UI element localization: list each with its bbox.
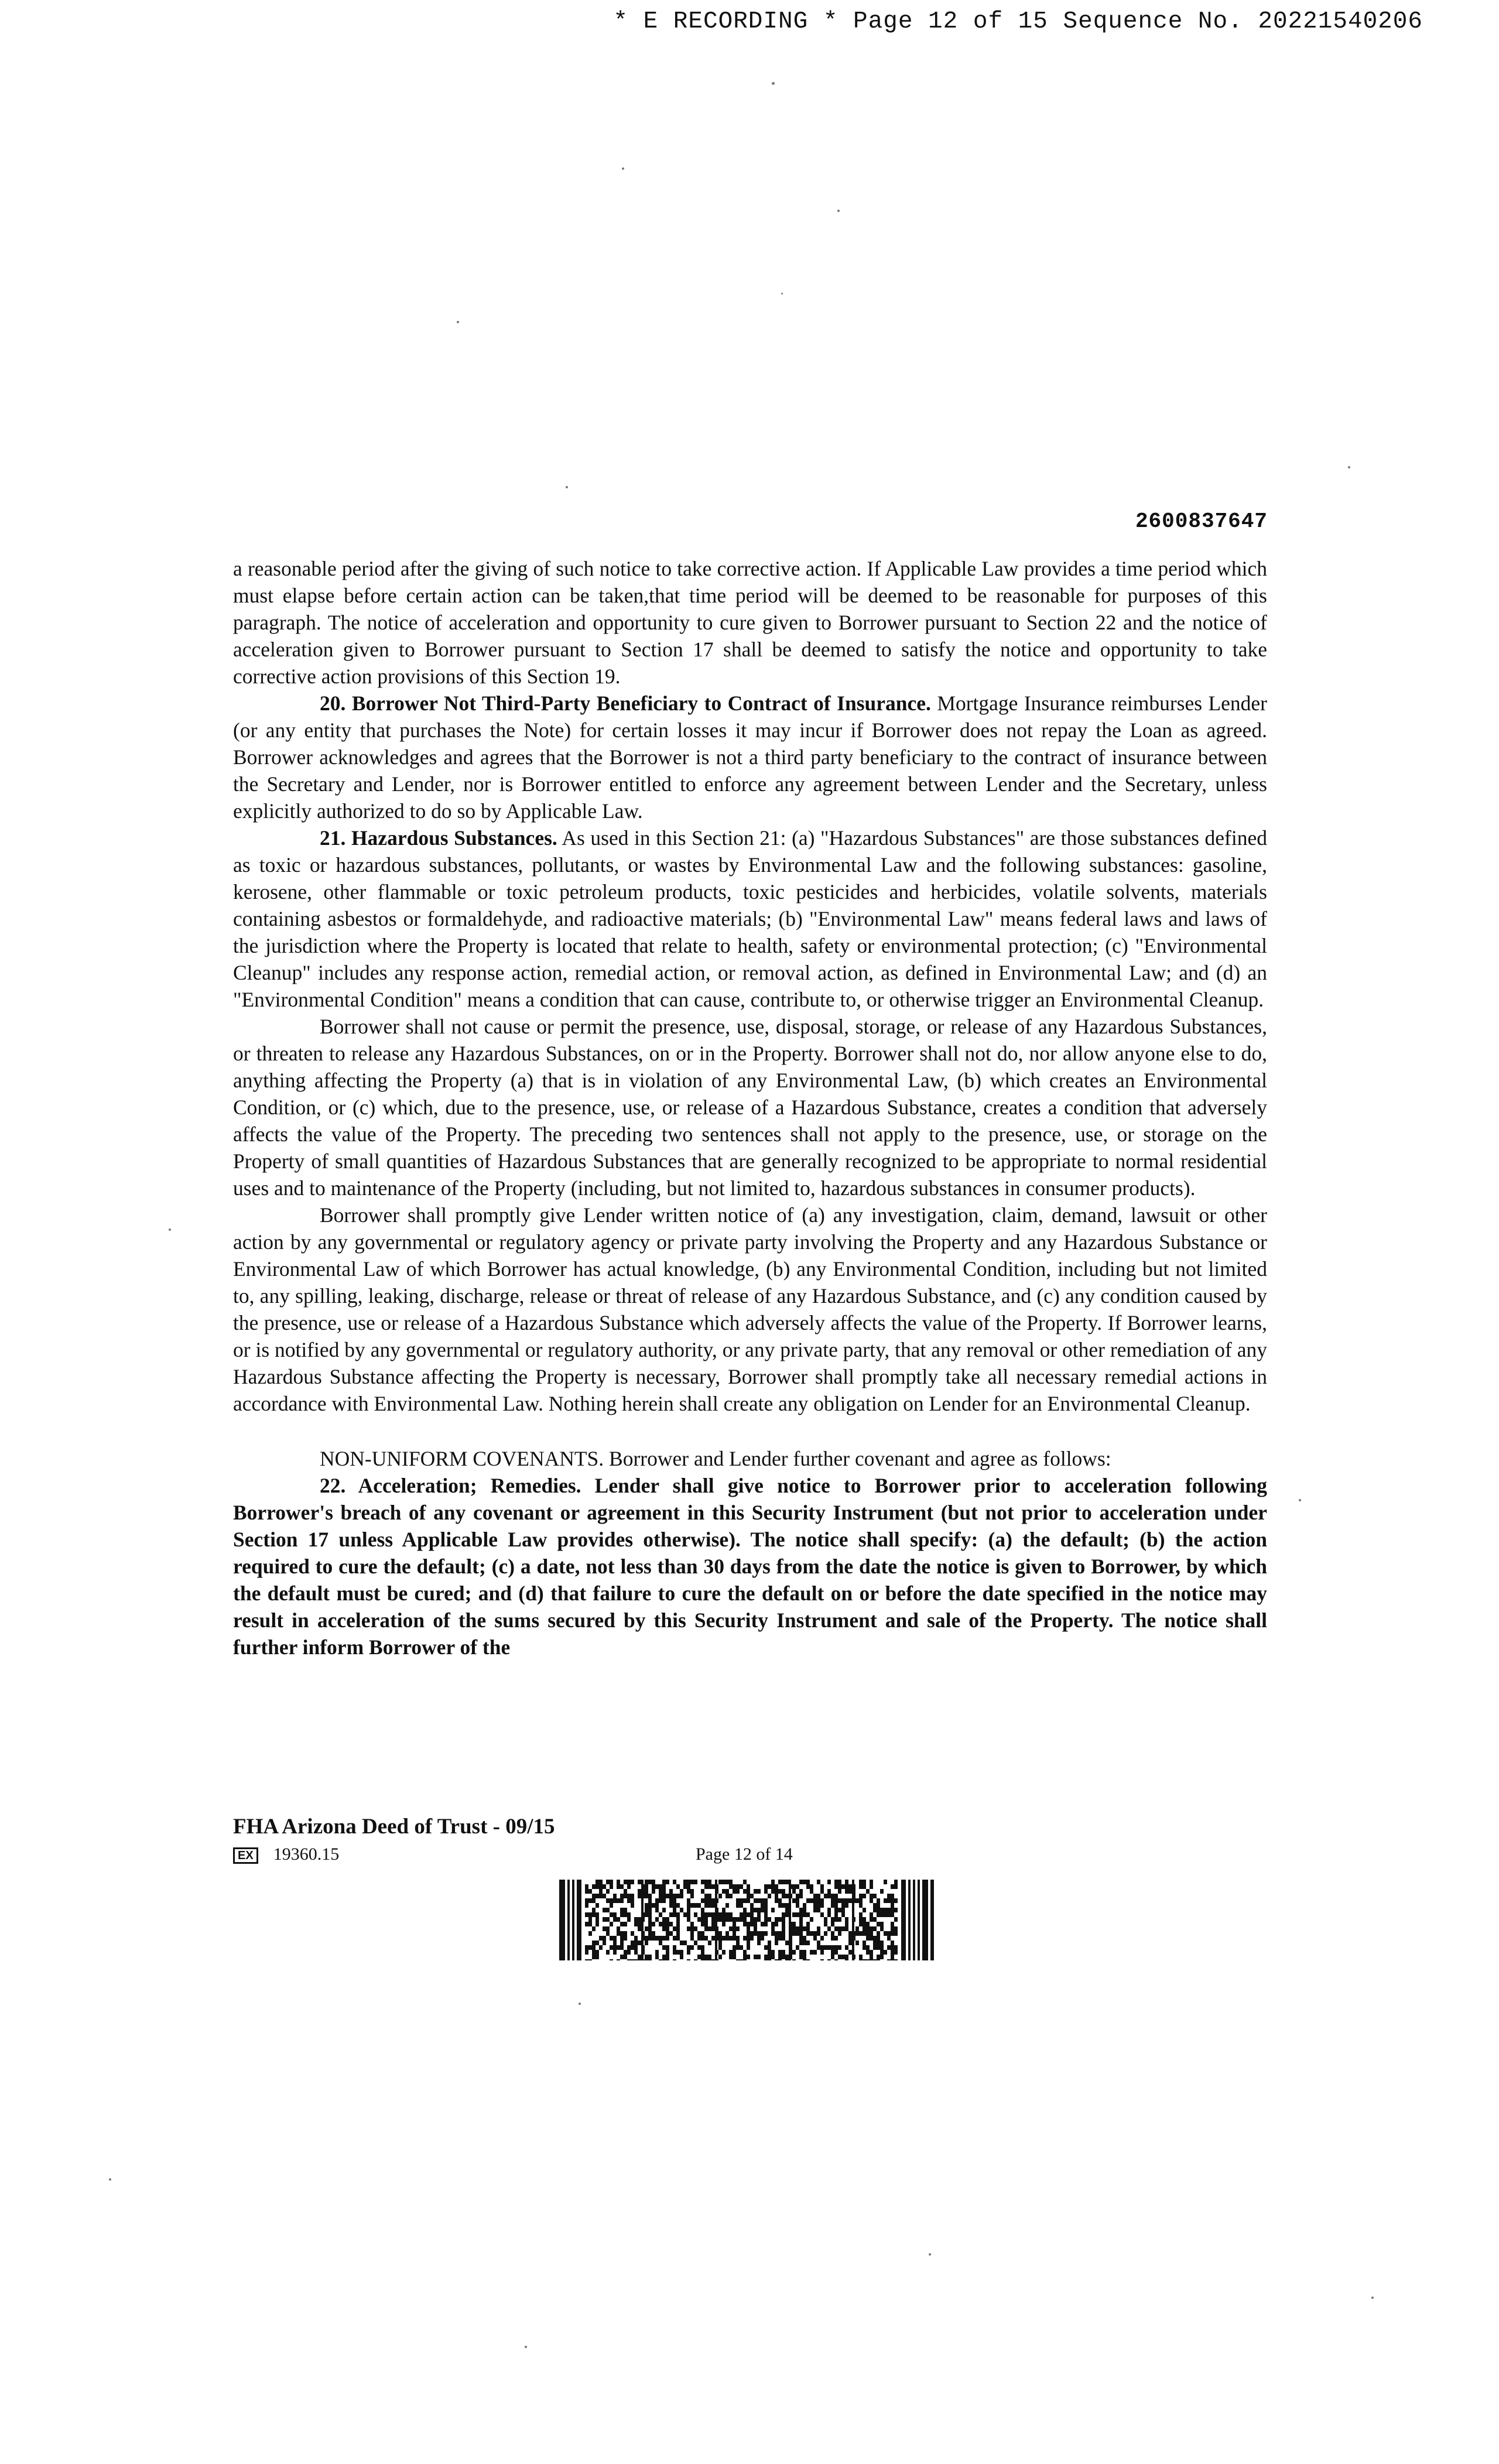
footer-title: FHA Arizona Deed of Trust - 09/15: [233, 1815, 555, 1839]
scan-speck: [169, 1228, 171, 1231]
scan-speck: [1348, 466, 1350, 468]
form-logo-icon: EX: [233, 1847, 258, 1864]
section-21-heading: 21. Hazardous Substances.: [320, 826, 557, 850]
scan-speck: [781, 293, 783, 295]
scan-speck: [525, 2346, 527, 2348]
section-21: [233, 824, 1267, 1013]
scan-speck: [772, 82, 775, 85]
scan-speck: [457, 321, 459, 323]
document-body: [233, 555, 1267, 1661]
scan-speck: [109, 2178, 111, 2181]
scan-speck: [1299, 1499, 1301, 1501]
recording-header: * E RECORDING * Page 12 of 15 Sequence No. 20221540206: [613, 8, 1423, 35]
scan-speck: [929, 2253, 931, 2256]
section-20-text: Mortgage Insurance reimburses Lender (or any entity that purchases the Note) for certain losses it may incur if Borrower does not repay the Loan as agreed. Borrower acknowledges and agrees that the Borrower is not a third party beneficiary to the contract of insurance between the Secretary and Lender, nor is Borrower entitled to enforce any agreement between Lender and the Secretary, unless explicitly authorized to do so by Applicable Law.: [233, 692, 1267, 823]
scan-speck: [837, 210, 840, 212]
paragraph-continued: a reasonable period after the giving of such notice to take corrective action. If Applicable Law provides a time period which must elapse before certain action can be taken,that time period will be deemed to be reasonable for purposes of this paragraph. The notice of acceleration and opportunity to cure given to Borrower pursuant to Section 22 and the notice of acceleration given to Borrower pursuant to Section 17 shall be deemed to satisfy the notice and opportunity to take corrective action provisions of this Section 19.: [233, 557, 1267, 688]
scan-speck: [1371, 2297, 1374, 2299]
section-21-text: As used in this Section 21: (a) "Hazardous Substances" are those substances defined as toxic or hazardous substances, pollutants, or wastes by Environmental Law and the following substances: gasoline, kerosene, other flammable or toxic petroleum products, toxic pesticides and herbicides, volatile solvents, materials containing asbestos or formaldehyde, and radioactive materials; (b) "Environmental Law" means federal laws and laws of the jurisdiction where the Property is located that relate to health, safety or environmental protection; (c) "Environmental Cleanup" includes any response action, remedial action, or removal action, as defined in Environmental Law; and (d) an "Environmental Condition" means a condition that can cause, contribute to, or otherwise trigger an Environmental Cleanup.: [233, 826, 1267, 1011]
barcode-icon: [559, 1880, 934, 1960]
scan-speck: [566, 486, 568, 488]
section-21-paragraph-2: Borrower shall not cause or permit the presence, use, disposal, storage, or release of any Hazardous Substances, or threaten to release any Hazardous Substances, on or in the Property. Borrower shall not do, nor allow anyone else to do, anything affecting the Property (a) that is in violation of any Environmental Law, (b) which creates an Environmental Condition, or (c) which, due to the presence, use, or release of a Hazardous Substance, creates a condition that adversely affects the value of the Property. The preceding two sentences shall not apply to the presence, use, or storage on the Property of small quantities of Hazardous Substances that are generally recognized to be appropriate to normal residential uses and to maintenance of the Property (including, but not limited to, hazardous substances in consumer products).: [233, 1015, 1267, 1200]
section-21-paragraph-3: Borrower shall promptly give Lender written notice of (a) any investigation, claim, demand, lawsuit or other action by any governmental or regulatory agency or private party involving the Property and any Hazardous Substance or Environmental Law of which Borrower has actual knowledge, (b) any Environmental Condition, including but not limited to, any spilling, leaking, discharge, release or threat of release of any Hazardous Substance, and (c) any condition caused by the presence, use or release of a Hazardous Substance which adversely affects the value of the Property. If Borrower learns, or is notified by any governmental or regulatory authority, or any private party, that any removal or other remediation of any Hazardous Substance affecting the Property is necessary, Borrower shall promptly take all necessary remedial actions in accordance with Environmental Law. Nothing herein shall create any obligation on Lender for an Environmental Cleanup.: [233, 1203, 1267, 1415]
scan-speck: [622, 167, 624, 170]
footer-page-number: Page 12 of 14: [696, 1844, 793, 1864]
scan-speck: [579, 2003, 581, 2005]
section-20-heading: 20. Borrower Not Third-Party Beneficiary to Contract of Insurance.: [320, 692, 931, 715]
section-22: 22. Acceleration; Remedies. Lender shall give notice to Borrower prior to acceleration following Borrower's breach of any covenant or agreement in this Security Instrument (but not prior to acceleration under Section 17 unless Applicable Law provides otherwise). The notice shall specify: (a) the default; (b) the action required to cure the default; (c) a date, not less than 30 days from the date the notice is given to Borrower, by which the default must be cured; and (d) that failure to cure the default on or before the date specified in the notice may result in acceleration of the sums secured by this Security Instrument and sale of the Property. The notice shall further inform Borrower of the: [233, 1474, 1267, 1659]
paragraph-gap: [233, 1417, 1267, 1445]
section-20: [233, 690, 1267, 824]
non-uniform-covenants: NON-UNIFORM COVENANTS. Borrower and Lender further covenant and agree as follows:: [320, 1447, 1111, 1470]
footer-form-number: 19360.15: [273, 1844, 340, 1864]
loan-number: 2600837647: [1135, 509, 1268, 533]
